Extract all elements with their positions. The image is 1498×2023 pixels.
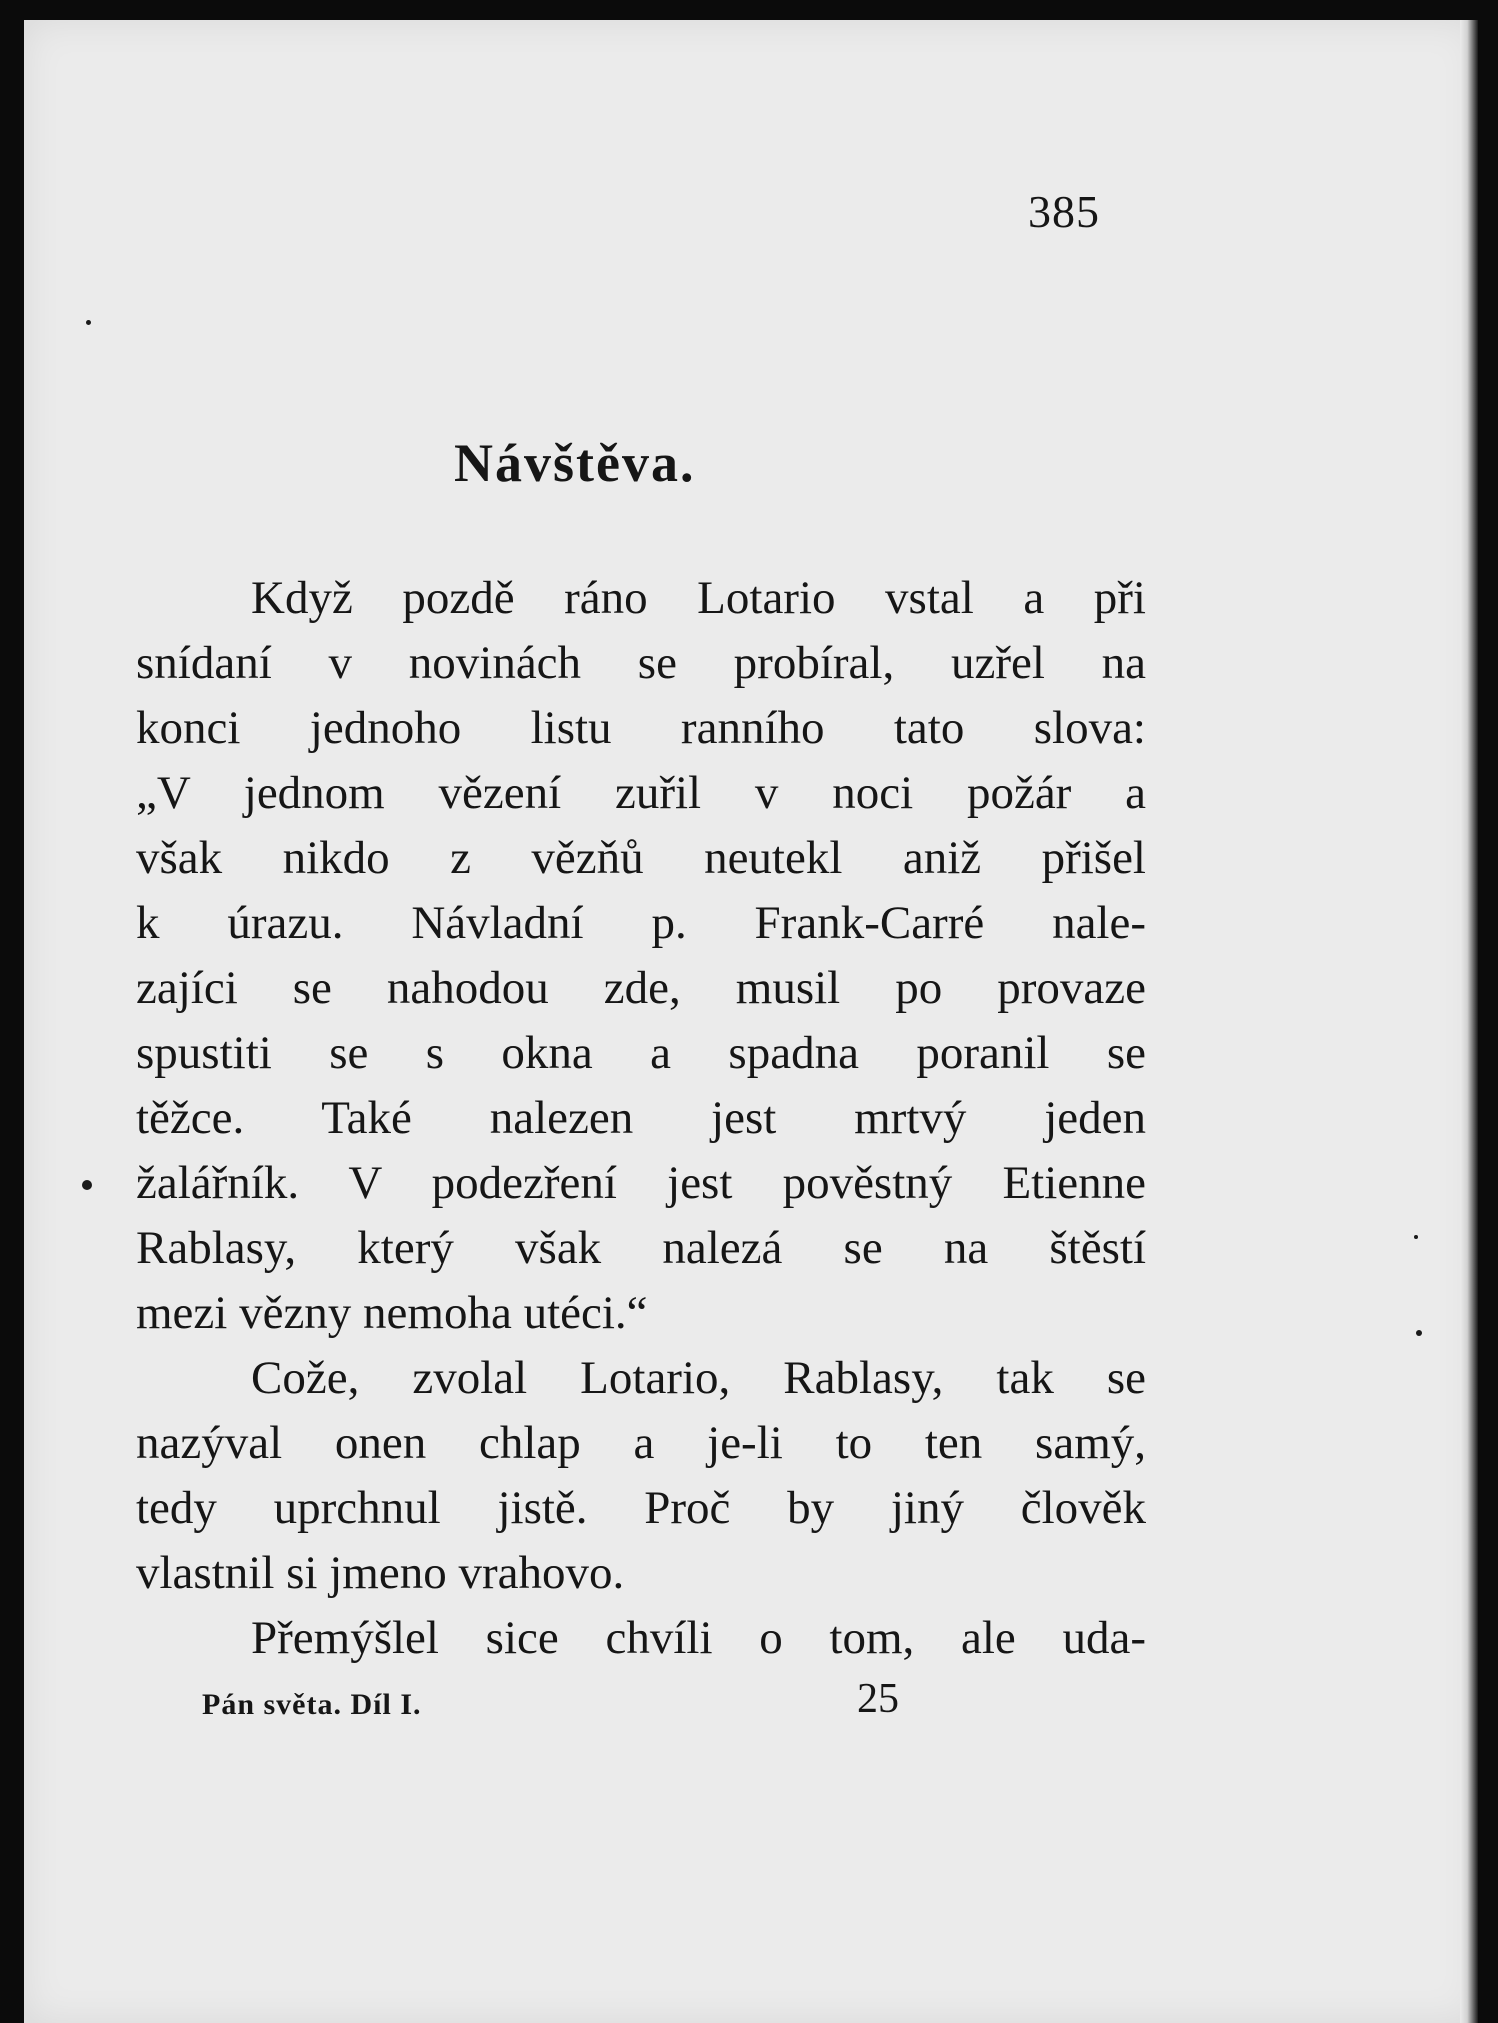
ink-speck bbox=[86, 320, 91, 325]
text-line: Cože, zvolal Lotario, Rablasy, tak se bbox=[251, 1352, 1146, 1404]
text-line: zajíci se nahodou zde, musil po provaze bbox=[136, 962, 1146, 1014]
ink-speck bbox=[1414, 1235, 1418, 1239]
text-line: snídaní v novinách se probíral, uzřel na bbox=[136, 637, 1146, 689]
text-line: spustiti se s okna a spadna poranil se bbox=[136, 1027, 1146, 1079]
ink-speck bbox=[1416, 1330, 1422, 1336]
text-line: konci jednoho listu ranního tato slova: bbox=[136, 702, 1146, 754]
footer-signature: Pán světa. Díl I. bbox=[202, 1688, 422, 1721]
text-line: nazýval onen chlap a je-li to ten samý, bbox=[136, 1417, 1146, 1469]
text-line: Když pozdě ráno Lotario vstal a při bbox=[251, 572, 1146, 624]
chapter-heading: Návštěva. bbox=[454, 433, 696, 493]
text-line: žalářník. V podezření jest pověstný Etienne bbox=[136, 1157, 1146, 1209]
text-line: „V jednom vězení zuřil v noci požár a bbox=[136, 767, 1146, 819]
text-line: těžce. Také nalezen jest mrtvý jeden bbox=[136, 1092, 1146, 1144]
scanned-page bbox=[24, 20, 1478, 2023]
ink-speck bbox=[82, 1180, 92, 1190]
text-line: tedy uprchnul jistě. Proč by jiný člověk bbox=[136, 1482, 1146, 1534]
text-line: mezi vězny nemoha utéci.“ bbox=[136, 1287, 648, 1339]
text-line: Přemýšlel sice chvíli o tom, ale uda- bbox=[251, 1612, 1146, 1664]
text-line: však nikdo z vězňů neutekl aniž přišel bbox=[136, 832, 1146, 884]
footer-sheet-number: 25 bbox=[857, 1676, 899, 1722]
text-line: vlastnil si jmeno vrahovo. bbox=[136, 1547, 625, 1599]
text-line: Rablasy, který však nalezá se na štěstí bbox=[136, 1222, 1146, 1274]
body-text bbox=[136, 566, 1146, 1671]
page-edge-shadow bbox=[1460, 20, 1478, 2023]
text-line: k úrazu. Návladní p. Frank-Carré nale- bbox=[136, 897, 1146, 949]
page-number: 385 bbox=[1028, 186, 1100, 237]
